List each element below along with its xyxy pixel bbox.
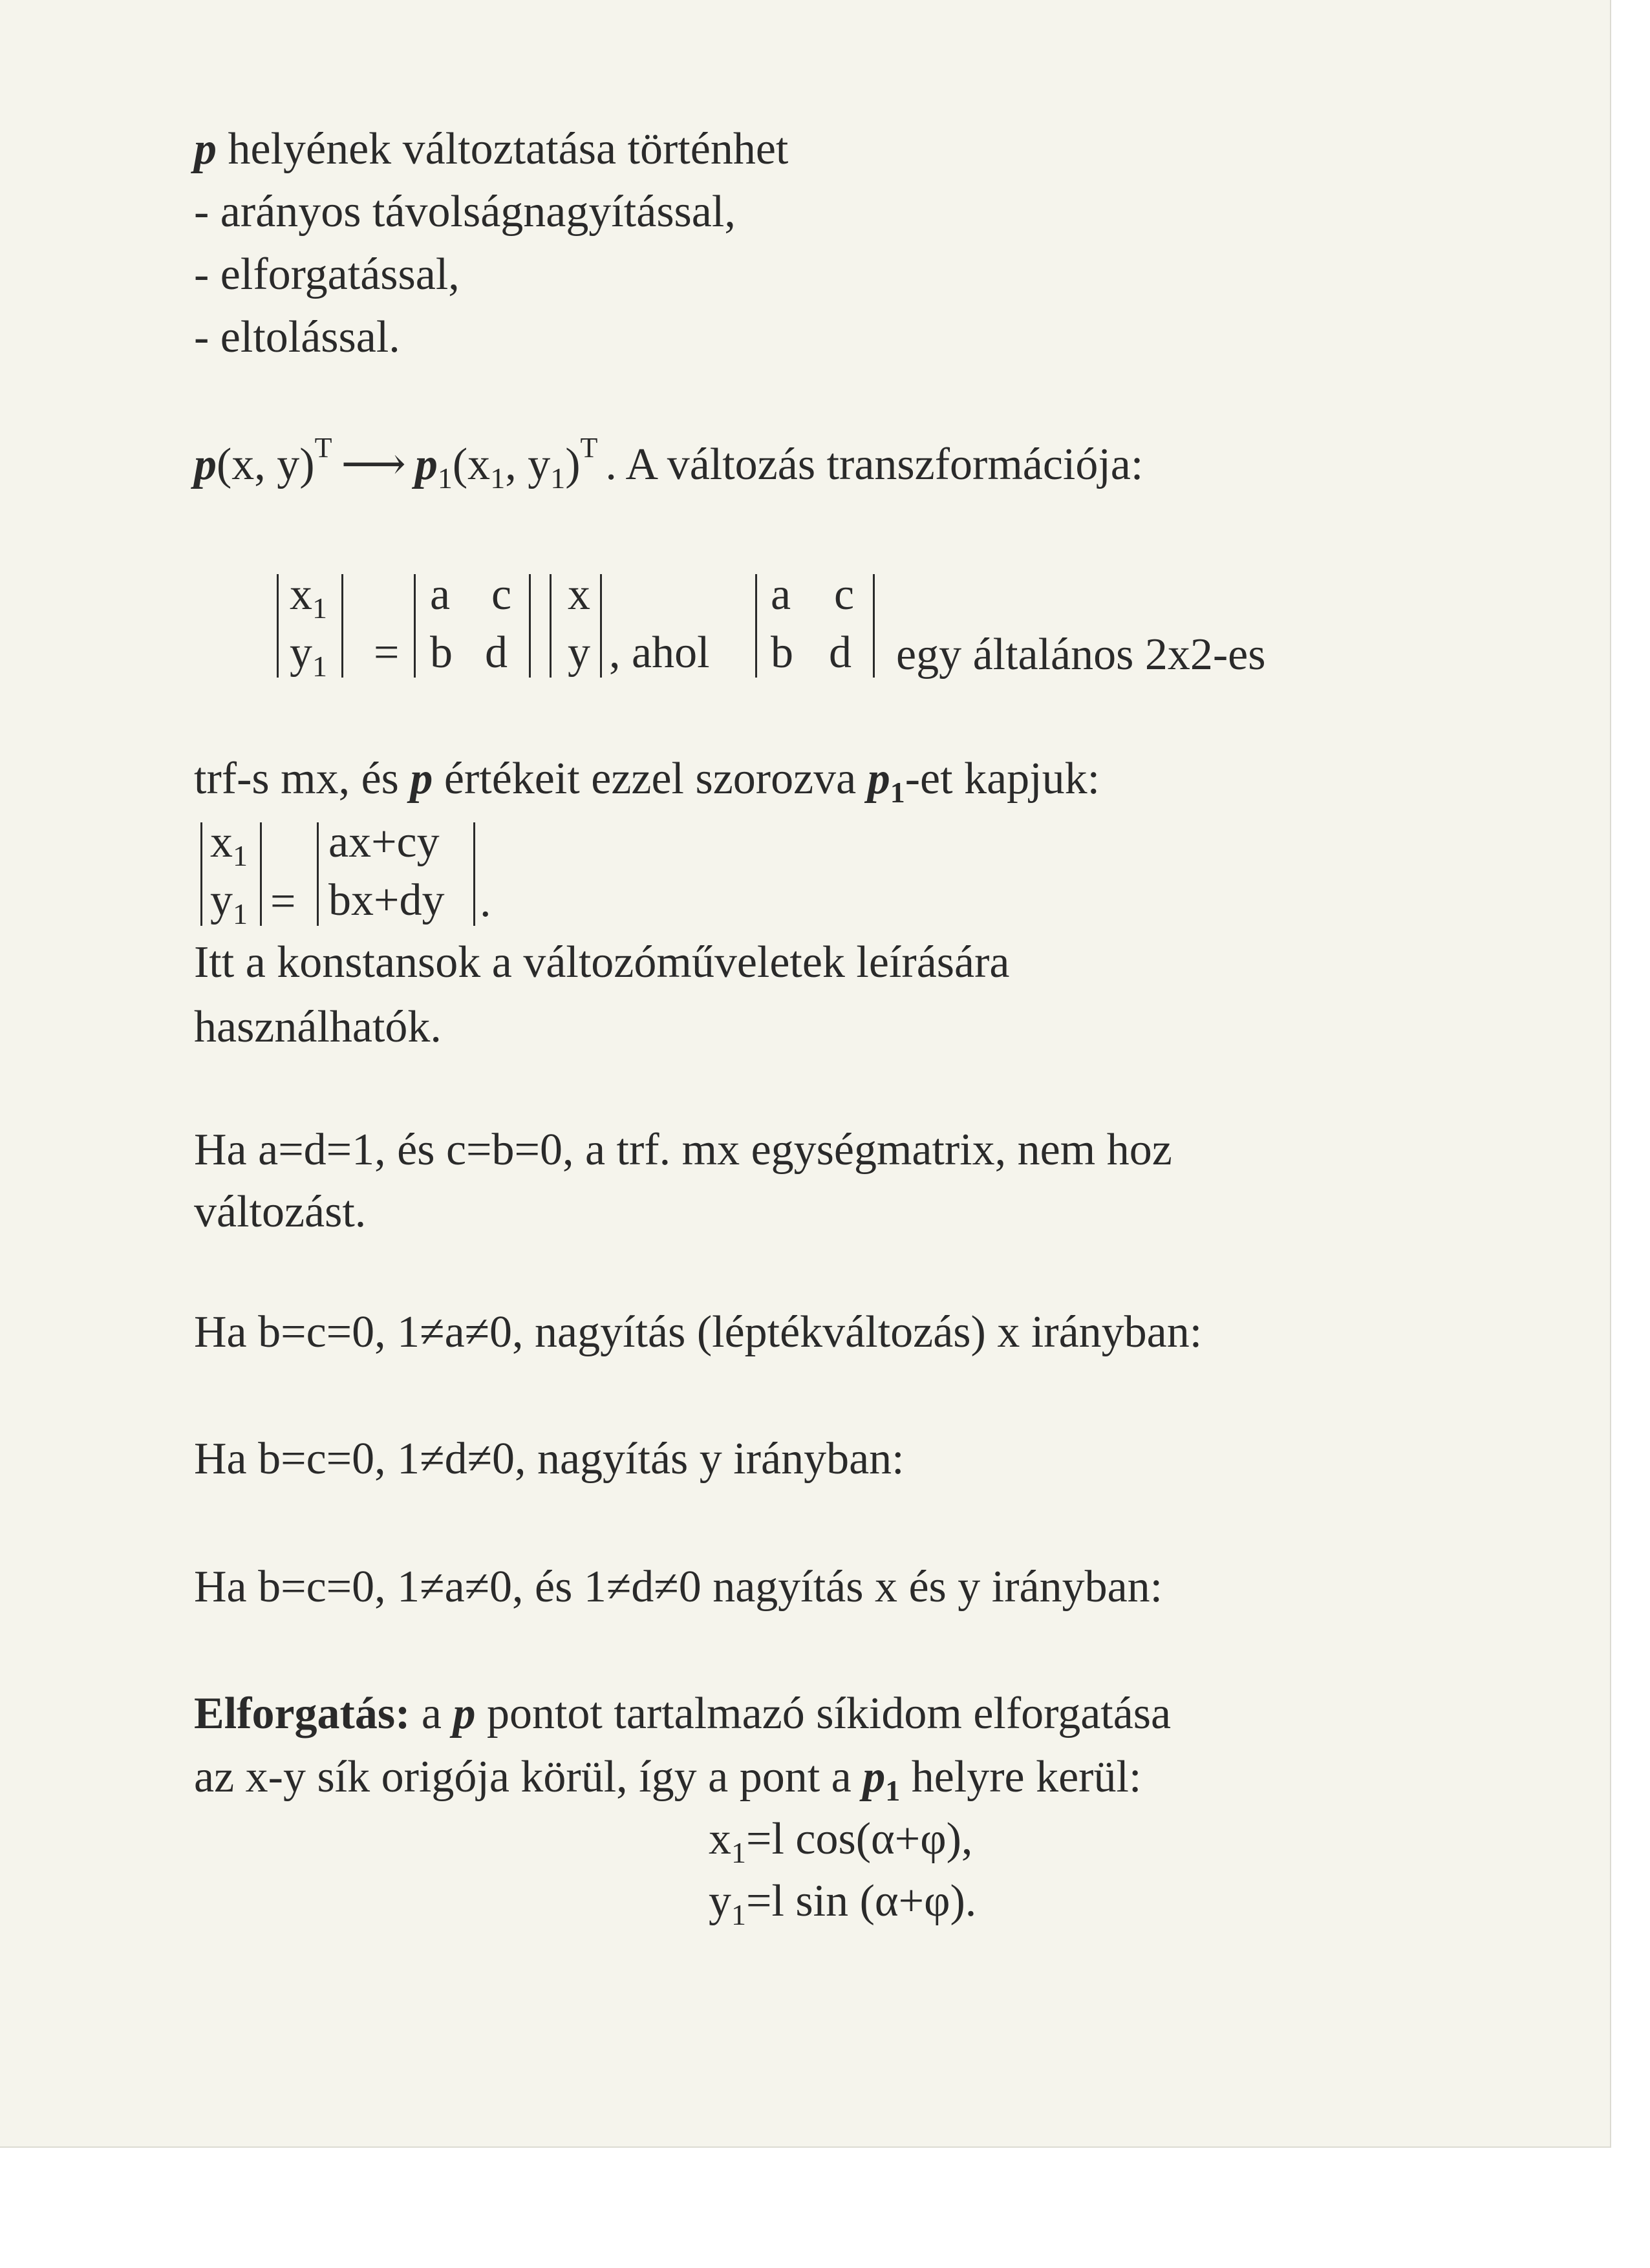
equals-sign: = [374,628,400,678]
matrix-desc: egy általános 2x2-es [896,630,1266,679]
result-row-2: bx+dy [328,875,445,925]
y1: $y_1$ [210,875,248,930]
matrix-bar [473,822,475,926]
rotation-text: helyre kerül: [900,1752,1142,1802]
constants-line: Itt a konstansok a változóműveletek leírására [194,937,1010,987]
matrix-bar [550,574,552,678]
x1: $x_1$ [210,817,248,872]
matrix-bar [755,574,757,678]
intro-text: helyének változtatása történhet [217,124,789,174]
scale-x-line: Ha b=c=0, 1≠a≠0, nagyítás (léptékváltozás) x irányban: [194,1307,1203,1357]
subscript: 1 [490,462,506,495]
coef-c: c [834,570,855,619]
trf-line [194,754,1100,809]
var-p1: p [862,1752,886,1802]
period: . [480,877,491,926]
trf-text: trf-s mx, és [194,754,411,804]
matrix-bar [277,574,279,678]
constants-line: használhatók. [194,1002,442,1052]
matrix-bar [600,574,602,678]
var-p: p [410,754,433,804]
list-item: - elforgatással, [194,250,460,299]
transpose-mark: T [580,432,598,464]
coef-b: b [771,628,793,678]
matrix-bar [341,574,343,678]
identity-line: Ha a=d=1, és c=b=0, a trf. mx egységmatrix, nem hoz [194,1125,1172,1175]
trf-text: -et kapjuk: [905,754,1100,804]
y1: $y_1$ [290,628,327,683]
rhs: , y [505,440,551,489]
rotation-eq-y: $y_1=l$ sin (α+φ). [709,1876,977,1931]
subscript: 1 [885,1774,901,1807]
x1: $x_1$ [290,570,327,625]
subscript: 1 [437,462,453,495]
rotation-line-2 [194,1752,1142,1807]
var-x: x [568,570,590,619]
rhs: ) [565,440,581,489]
rotation-eq-x: $x_1=l$ cos(α+φ), [709,1814,973,1869]
rotation-heading: Elforgatás: [194,1689,411,1738]
var-p: p [194,440,217,489]
scale-xy-line: Ha b=c=0, 1≠a≠0, és 1≠d≠0 nagyítás x és y irányban: [194,1562,1163,1612]
rotation-text: a [410,1689,453,1738]
matrix-bar [200,822,202,926]
rhs: (x [452,440,491,489]
subscript: 1 [890,776,905,809]
var-y: y [568,628,590,678]
matrix-bar [529,574,531,678]
matrix-bar [260,822,262,926]
coef-b: b [430,628,453,678]
coef-c: c [491,570,512,619]
var-p1: p [414,440,438,489]
list-item: - arányos távolságnagyítással, [194,187,736,237]
coef-d: d [829,628,852,678]
rotation-text: pontot tartalmazó síkidom elforgatása [475,1689,1172,1738]
scale-y-line: Ha b=c=0, 1≠d≠0, nagyítás y irányban: [194,1434,905,1484]
identity-line: változást. [194,1187,367,1237]
intro-line [194,124,789,174]
matrix-bar [317,822,319,926]
transform-line [194,432,1144,495]
list-item: - eltolással. [194,312,400,362]
transpose-mark: T [314,432,332,464]
var-p: p [453,1689,476,1738]
matrix-bar [414,574,416,678]
ahol-text: , ahol [609,628,710,678]
transform-text: . A változás transzformációja: [605,440,1144,489]
matrix-bar [873,574,875,678]
lhs: (x, y) [217,440,315,489]
rotation-line-1 [194,1691,1171,1737]
equals-sign: = [270,877,296,926]
coef-a: a [430,570,451,619]
rotation-text: az x-y sík origója körül, így a pont a [194,1752,863,1802]
var-p: p [194,124,217,174]
coef-d: d [485,628,508,678]
result-row-1: ax+cy [328,817,440,867]
subscript: 1 [550,462,566,495]
arrow-icon: ⟶ [341,440,406,489]
trf-text: értékeit ezzel szorozva [433,754,868,804]
coef-a: a [771,570,791,619]
var-p1: p [867,754,890,804]
